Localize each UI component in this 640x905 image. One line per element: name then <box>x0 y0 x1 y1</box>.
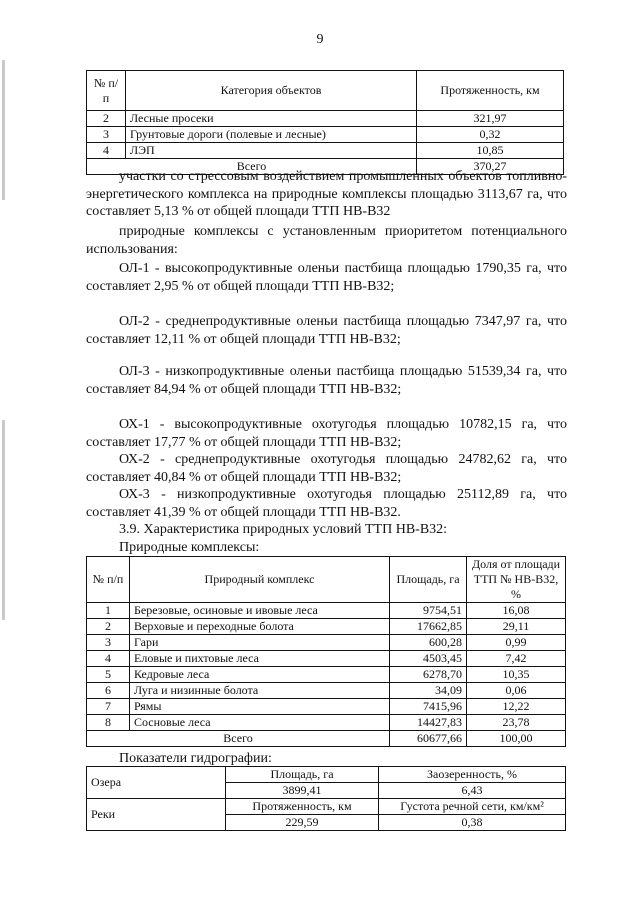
lakes-pct-header: Заозеренность, % <box>379 767 566 783</box>
total-value: 370,27 <box>417 159 564 175</box>
cell-share: 0,06 <box>467 683 566 699</box>
table-header-row <box>87 71 564 111</box>
cell-share: 12,22 <box>467 699 566 715</box>
cell-share: 29,11 <box>467 619 566 635</box>
col-header-complex: Природный комплекс <box>130 557 390 603</box>
total-label: Всего <box>87 159 417 175</box>
col-header-num: № п/п <box>87 71 126 111</box>
lakes-pct: 6,43 <box>379 783 566 799</box>
cell-category: Лесные просеки <box>126 111 417 127</box>
lakes-label: Озера <box>87 767 226 799</box>
cell-area: 14427,83 <box>390 715 467 731</box>
total-share: 100,00 <box>467 731 566 747</box>
table-row <box>87 619 566 635</box>
rivers-header-row <box>87 799 566 815</box>
paragraph-ox3: ОХ-3 - низкопродуктивные охотугодья площадью 25112,89 га, что составляет 41,39 % от общей площади ТТП НВ-В32. <box>86 487 567 520</box>
cell-complex: Луга и низинные болота <box>130 683 390 699</box>
table-row <box>87 715 566 731</box>
total-area: 60677,66 <box>390 731 467 747</box>
rivers-label: Реки <box>87 799 226 831</box>
cell-area: 34,09 <box>390 683 467 699</box>
paragraph-ol1: ОЛ-1 - высокопродуктивные оленьи пастбища площадью 1790,35 га, что составляет 2,95 % от общей площади ТТП НВ-В32; <box>86 261 567 294</box>
table-row <box>87 603 566 619</box>
cell-share: 0,99 <box>467 635 566 651</box>
cell-num: 7 <box>87 699 130 715</box>
col-header-length: Протяженность, км <box>417 71 564 111</box>
paragraph-stress-areas: участки со стрессовым воздействием промышленных объектов топливно-энергетического комплекса на природные комплексы площадью 3113,67 га, что составляет 5,13 % от общей площади ТТП НВ-В32 <box>86 169 567 219</box>
cell-num: 4 <box>87 651 130 667</box>
table-row <box>87 699 566 715</box>
cell-length: 0,32 <box>417 127 564 143</box>
objects-table <box>86 70 564 175</box>
cell-share: 23,78 <box>467 715 566 731</box>
cell-num: 2 <box>87 619 130 635</box>
paragraph-ol3: ОЛ-3 - низкопродуктивные оленьи пастбища площадью 51539,34 га, что составляет 84,94 % от общей площади ТТП НВ-В32; <box>86 364 567 397</box>
cell-area: 4503,45 <box>390 651 467 667</box>
cell-num: 6 <box>87 683 130 699</box>
rivers-len-header: Протяженность, км <box>226 799 379 815</box>
cell-complex: Березовые, осиновые и ивовые леса <box>130 603 390 619</box>
cell-category: ЛЭП <box>126 143 417 159</box>
table-row <box>87 667 566 683</box>
rivers-density-header: Густота речной сети, км/км² <box>379 799 566 815</box>
scan-edge-mark <box>2 420 5 620</box>
table-row <box>87 683 566 699</box>
cell-num: 4 <box>87 143 126 159</box>
cell-area: 9754,51 <box>390 603 467 619</box>
cell-share: 16,08 <box>467 603 566 619</box>
rivers-len: 229,59 <box>226 815 379 831</box>
cell-num: 2 <box>87 111 126 127</box>
hydrography-heading: Показатели гидрографии: <box>119 751 272 766</box>
cell-num: 8 <box>87 715 130 731</box>
cell-area: 17662,85 <box>390 619 467 635</box>
natural-complexes-heading: Природные комплексы: <box>119 540 260 555</box>
table-row <box>87 127 564 143</box>
total-label: Всего <box>87 731 390 747</box>
cell-area: 600,28 <box>390 635 467 651</box>
lakes-header-row <box>87 767 566 783</box>
cell-complex: Рямы <box>130 699 390 715</box>
cell-complex: Кедровые леса <box>130 667 390 683</box>
cell-area: 6278,70 <box>390 667 467 683</box>
paragraph-ol2: ОЛ-2 - среднепродуктивные оленьи пастбища площадью 7347,97 га, что составляет 12,11 % от общей площади ТТП НВ-В32; <box>86 314 567 347</box>
col-header-area: Площадь, га <box>390 557 467 603</box>
page-number: 9 <box>316 32 324 47</box>
cell-num: 3 <box>87 635 130 651</box>
scan-edge-mark <box>2 60 5 200</box>
paragraph-ox2: ОХ-2 - среднепродуктивные охотугодья площадью 24782,62 га, что составляет 40,84 % от общей площади ТТП НВ-В32; <box>86 452 567 485</box>
table-row <box>87 635 566 651</box>
cell-length: 10,85 <box>417 143 564 159</box>
paragraph-priority-complexes: природные комплексы с установленным приоритетом потенциального использования: <box>86 224 567 257</box>
section-heading: 3.9. Характеристика природных условий ТТП НВ-В32: <box>119 522 448 537</box>
natural-complexes-table <box>86 556 566 747</box>
lakes-area: 3899,41 <box>226 783 379 799</box>
rivers-density: 0,38 <box>379 815 566 831</box>
cell-share: 10,35 <box>467 667 566 683</box>
col-header-category: Категория объектов <box>126 71 417 111</box>
cell-num: 3 <box>87 127 126 143</box>
cell-complex: Еловые и пихтовые леса <box>130 651 390 667</box>
cell-area: 7415,96 <box>390 699 467 715</box>
col-header-num: № п/п <box>87 557 130 603</box>
paragraph-ox1: ОХ-1 - высокопродуктивные охотугодья площадью 10782,15 га, что составляет 17,77 % от общей площади ТТП НВ-В32; <box>86 417 567 450</box>
table-row <box>87 651 566 667</box>
table-row <box>87 143 564 159</box>
cell-category: Грунтовые дороги (полевые и лесные) <box>126 127 417 143</box>
cell-num: 1 <box>87 603 130 619</box>
table-total-row <box>87 731 566 747</box>
lakes-area-header: Площадь, га <box>226 767 379 783</box>
col-header-share: Доля от площади ТТП № НВ-В32, % <box>467 557 566 603</box>
cell-complex: Сосновые леса <box>130 715 390 731</box>
cell-complex: Верховые и переходные болота <box>130 619 390 635</box>
cell-num: 5 <box>87 667 130 683</box>
table-row <box>87 111 564 127</box>
cell-complex: Гари <box>130 635 390 651</box>
table-header-row <box>87 557 566 603</box>
cell-length: 321,97 <box>417 111 564 127</box>
cell-share: 7,42 <box>467 651 566 667</box>
hydrography-table <box>86 766 566 831</box>
